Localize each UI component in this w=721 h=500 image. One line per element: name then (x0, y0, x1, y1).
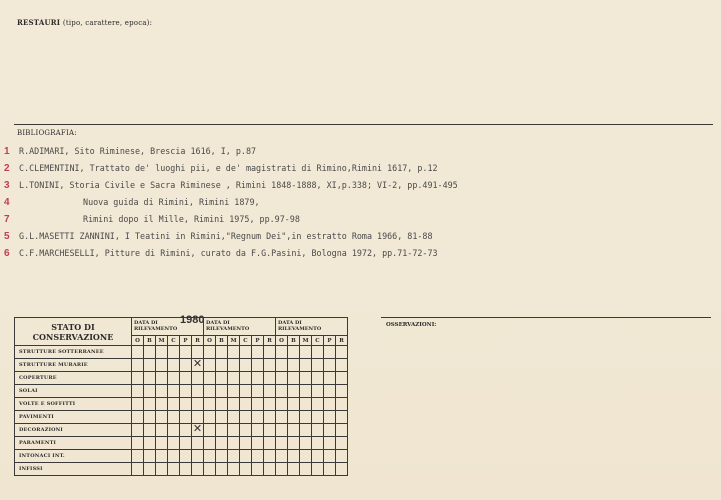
grid-cell (264, 450, 276, 463)
grid-cell (252, 450, 264, 463)
grid-cell (336, 411, 348, 424)
grid-cell (276, 424, 288, 437)
grid-cell (216, 437, 228, 450)
grid-cell (204, 411, 216, 424)
grid-cell (204, 346, 216, 359)
grid-cell (192, 437, 204, 450)
bib-text: Nuova guida di Rimini, Rimini 1879, (83, 197, 260, 207)
table-row (15, 437, 348, 450)
grid-cell (180, 359, 192, 372)
grid-cell (144, 385, 156, 398)
condition-code: O (132, 336, 144, 346)
grid-cell (228, 424, 240, 437)
grid-cell (240, 385, 252, 398)
grid-cell (312, 385, 324, 398)
grid-cell (264, 346, 276, 359)
condition-code: P (324, 336, 336, 346)
grid-cell (156, 346, 168, 359)
condition-code: B (216, 336, 228, 346)
grid-cell (324, 424, 336, 437)
grid-cell (288, 450, 300, 463)
bib-entry (4, 146, 256, 160)
table-row (15, 463, 348, 476)
grid-cell (324, 372, 336, 385)
grid-cell (276, 437, 288, 450)
table-row (15, 450, 348, 463)
grid-cell (144, 346, 156, 359)
date-header-3 (276, 318, 348, 336)
grid-cell (300, 424, 312, 437)
bib-entry (4, 197, 260, 211)
bib-text: C.F.MARCHESELLI, Pitture di Rimini, curato da F.G.Pasini, Bologna 1972, pp.71-72-73 (19, 248, 438, 258)
condition-code: P (252, 336, 264, 346)
table-row (15, 346, 348, 359)
grid-cell (132, 450, 144, 463)
row-label: STRUTTURE SOTTERRANEE (15, 346, 132, 359)
grid-cell (252, 424, 264, 437)
bib-text: G.L.MASETTI ZANNINI, I Teatini in Rimini,"Regnum Dei",in estratto Roma 1966, 81-88 (19, 231, 433, 241)
bib-number: 1 (4, 146, 10, 157)
grid-cell (132, 463, 144, 476)
grid-cell (264, 463, 276, 476)
grid-cell (204, 372, 216, 385)
grid-cell (204, 359, 216, 372)
grid-cell (324, 359, 336, 372)
grid-cell (204, 463, 216, 476)
grid-cell (132, 372, 144, 385)
grid-cell (180, 424, 192, 437)
bib-entry (4, 180, 458, 194)
grid-cell (216, 411, 228, 424)
grid-cell (180, 398, 192, 411)
grid-cell (276, 450, 288, 463)
grid-cell (312, 372, 324, 385)
bib-text: R.ADIMARI, Sito Riminese, Brescia 1616, I, p.87 (19, 146, 257, 156)
grid-cell (324, 411, 336, 424)
row-label: STRUTTURE MURARIE (15, 359, 132, 372)
grid-cell (180, 385, 192, 398)
condition-code: M (300, 336, 312, 346)
section-divider (14, 124, 713, 125)
grid-cell (276, 411, 288, 424)
grid-cell (132, 359, 144, 372)
grid-cell (192, 372, 204, 385)
grid-cell (324, 346, 336, 359)
grid-cell (180, 411, 192, 424)
grid-cell (240, 398, 252, 411)
grid-cell (156, 450, 168, 463)
grid-cell (168, 463, 180, 476)
grid-cell (216, 372, 228, 385)
grid-cell (300, 385, 312, 398)
table-row (15, 359, 348, 372)
grid-cell (228, 359, 240, 372)
grid-cell (144, 424, 156, 437)
grid-cell (300, 463, 312, 476)
condition-code: M (156, 336, 168, 346)
restauri-sub: (tipo, carattere, epoca): (62, 19, 153, 27)
grid-cell (216, 385, 228, 398)
date-header-2 (204, 318, 276, 336)
grid-cell (276, 359, 288, 372)
bib-entry (4, 231, 433, 245)
grid-cell (240, 372, 252, 385)
grid-cell (216, 398, 228, 411)
grid-cell (276, 398, 288, 411)
grid-cell (192, 359, 204, 372)
grid-cell (300, 372, 312, 385)
grid-cell (144, 398, 156, 411)
grid-cell (288, 424, 300, 437)
grid-cell (156, 424, 168, 437)
date-label: DATA DI RILEVAMENTO (134, 320, 178, 332)
grid-cell (264, 385, 276, 398)
grid-cell (288, 398, 300, 411)
grid-cell (324, 437, 336, 450)
grid-cell (168, 359, 180, 372)
bib-number: 7 (4, 214, 10, 225)
grid-cell (324, 450, 336, 463)
table-row (15, 411, 348, 424)
grid-cell (156, 385, 168, 398)
bib-text: Rimini dopo il Mille, Rimini 1975, pp.97-98 (83, 214, 300, 224)
handwritten-year: 1980 (180, 314, 205, 326)
grid-cell (132, 398, 144, 411)
grid-cell (144, 411, 156, 424)
row-label: INFISSI (15, 463, 132, 476)
grid-cell (228, 398, 240, 411)
grid-cell (228, 385, 240, 398)
grid-cell (336, 398, 348, 411)
grid-cell (168, 346, 180, 359)
grid-cell (264, 398, 276, 411)
grid-cell (168, 424, 180, 437)
grid-cell (252, 437, 264, 450)
grid-cell (240, 359, 252, 372)
grid-cell (192, 450, 204, 463)
grid-cell (276, 346, 288, 359)
grid-cell (288, 411, 300, 424)
grid-cell (168, 372, 180, 385)
grid-cell (312, 463, 324, 476)
condition-code: M (228, 336, 240, 346)
row-label: VOLTE E SOFFITTI (15, 398, 132, 411)
grid-cell (240, 411, 252, 424)
row-label: INTONACI INT. (15, 450, 132, 463)
grid-cell (288, 385, 300, 398)
bib-text: C.CLEMENTINI, Trattato de' luoghi pii, e de' magistrati di Rimino,Rimini 1617, p.12 (19, 163, 438, 173)
bib-entry (4, 214, 300, 228)
grid-cell (168, 411, 180, 424)
grid-cell (252, 346, 264, 359)
bib-entry (4, 163, 438, 177)
grid-cell (192, 385, 204, 398)
grid-cell (252, 463, 264, 476)
condition-code: B (288, 336, 300, 346)
grid-cell (144, 359, 156, 372)
grid-cell (228, 450, 240, 463)
grid-cell (312, 411, 324, 424)
grid-cell (324, 463, 336, 476)
bib-number: 5 (4, 231, 10, 242)
grid-cell (240, 437, 252, 450)
grid-cell (300, 437, 312, 450)
condition-code: O (276, 336, 288, 346)
grid-cell (180, 463, 192, 476)
bibliografia-label: BIBLIOGRAFIA: (17, 129, 77, 137)
condition-code: C (168, 336, 180, 346)
table-row (15, 398, 348, 411)
grid-cell (252, 385, 264, 398)
grid-cell (156, 359, 168, 372)
condition-code: C (312, 336, 324, 346)
grid-cell (264, 372, 276, 385)
grid-cell (180, 346, 192, 359)
grid-cell (132, 424, 144, 437)
grid-cell (216, 424, 228, 437)
restauri-label: RESTAURI (17, 18, 61, 27)
grid-cell (192, 398, 204, 411)
grid-cell (156, 463, 168, 476)
condition-code: R (192, 336, 204, 346)
grid-cell (312, 450, 324, 463)
grid-cell (240, 424, 252, 437)
grid-cell (252, 411, 264, 424)
date-header-1 (132, 314, 205, 336)
grid-cell (156, 372, 168, 385)
grid-cell (276, 372, 288, 385)
cross-mark: ✕ (192, 423, 203, 435)
row-label: COPERTURE (15, 372, 132, 385)
grid-cell (288, 463, 300, 476)
condition-code: C (240, 336, 252, 346)
observations-rule (381, 317, 711, 318)
grid-cell (204, 424, 216, 437)
grid-cell (216, 346, 228, 359)
grid-cell (336, 463, 348, 476)
grid-cell (336, 346, 348, 359)
grid-cell (312, 398, 324, 411)
grid-cell (180, 450, 192, 463)
table-row (15, 424, 348, 437)
grid-cell (216, 450, 228, 463)
grid-cell (216, 359, 228, 372)
grid-cell (252, 372, 264, 385)
grid-cell (336, 359, 348, 372)
grid-cell (156, 411, 168, 424)
grid-cell (168, 437, 180, 450)
grid-cell (324, 385, 336, 398)
grid-cell (264, 359, 276, 372)
grid-cell (180, 437, 192, 450)
grid-cell (252, 359, 264, 372)
stato-title: STATO DI CONSERVAZIONE (15, 318, 132, 346)
cross-mark: ✕ (192, 358, 203, 370)
date-label: DATA DI RILEVAMENTO (278, 320, 322, 332)
grid-cell (204, 450, 216, 463)
bib-number: 3 (4, 180, 10, 191)
grid-cell (264, 411, 276, 424)
restauri-heading (17, 18, 152, 27)
grid-cell (168, 385, 180, 398)
grid-cell (276, 463, 288, 476)
grid-cell (336, 385, 348, 398)
grid-cell (264, 437, 276, 450)
grid-cell (228, 463, 240, 476)
grid-cell (240, 463, 252, 476)
grid-cell (312, 437, 324, 450)
grid-cell (312, 346, 324, 359)
grid-cell (312, 424, 324, 437)
bib-entry (4, 248, 438, 262)
grid-cell (144, 450, 156, 463)
grid-cell (312, 359, 324, 372)
grid-cell (300, 359, 312, 372)
row-label: SOLAI (15, 385, 132, 398)
grid-cell (132, 385, 144, 398)
grid-cell (288, 437, 300, 450)
grid-cell (336, 437, 348, 450)
grid-cell (276, 385, 288, 398)
grid-cell (336, 450, 348, 463)
grid-cell (204, 398, 216, 411)
grid-cell (204, 437, 216, 450)
grid-cell (300, 398, 312, 411)
grid-cell (252, 398, 264, 411)
grid-cell (228, 437, 240, 450)
grid-cell (240, 346, 252, 359)
grid-cell (144, 437, 156, 450)
grid-cell (264, 424, 276, 437)
condition-code: R (264, 336, 276, 346)
grid-cell (288, 359, 300, 372)
grid-cell (132, 411, 144, 424)
grid-cell (216, 463, 228, 476)
grid-cell (144, 463, 156, 476)
date-label: DATA DI RILEVAMENTO (206, 320, 250, 332)
row-label: PAVIMENTI (15, 411, 132, 424)
grid-cell (132, 346, 144, 359)
table-row (15, 385, 348, 398)
grid-cell (336, 372, 348, 385)
condition-code: B (144, 336, 156, 346)
grid-cell (156, 437, 168, 450)
grid-cell (180, 372, 192, 385)
row-label: PARAMENTI (15, 437, 132, 450)
grid-cell (288, 346, 300, 359)
grid-cell (228, 372, 240, 385)
condition-code: O (204, 336, 216, 346)
grid-cell (204, 385, 216, 398)
bib-number: 2 (4, 163, 10, 174)
condition-code: R (336, 336, 348, 346)
bib-number: 6 (4, 248, 10, 259)
grid-cell (168, 450, 180, 463)
grid-cell (144, 372, 156, 385)
condition-code: P (180, 336, 192, 346)
grid-cell (288, 372, 300, 385)
grid-cell (300, 346, 312, 359)
grid-cell (300, 450, 312, 463)
grid-cell (300, 411, 312, 424)
grid-cell (228, 346, 240, 359)
grid-cell (228, 411, 240, 424)
grid-cell (168, 398, 180, 411)
grid-cell (156, 398, 168, 411)
grid-cell (324, 398, 336, 411)
bib-number: 4 (4, 197, 10, 208)
row-label: DECORAZIONI (15, 424, 132, 437)
grid-cell (132, 437, 144, 450)
conservation-table (14, 314, 348, 476)
grid-cell (240, 450, 252, 463)
grid-cell (336, 424, 348, 437)
bib-text: L.TONINI, Storia Civile e Sacra Riminese , Rimini 1848-1888, XI,p.338; VI-2, pp.491-495 (19, 180, 458, 190)
grid-cell (192, 424, 204, 437)
table-row (15, 372, 348, 385)
grid-cell (192, 463, 204, 476)
osservazioni-label: OSSERVAZIONI: (386, 322, 437, 328)
